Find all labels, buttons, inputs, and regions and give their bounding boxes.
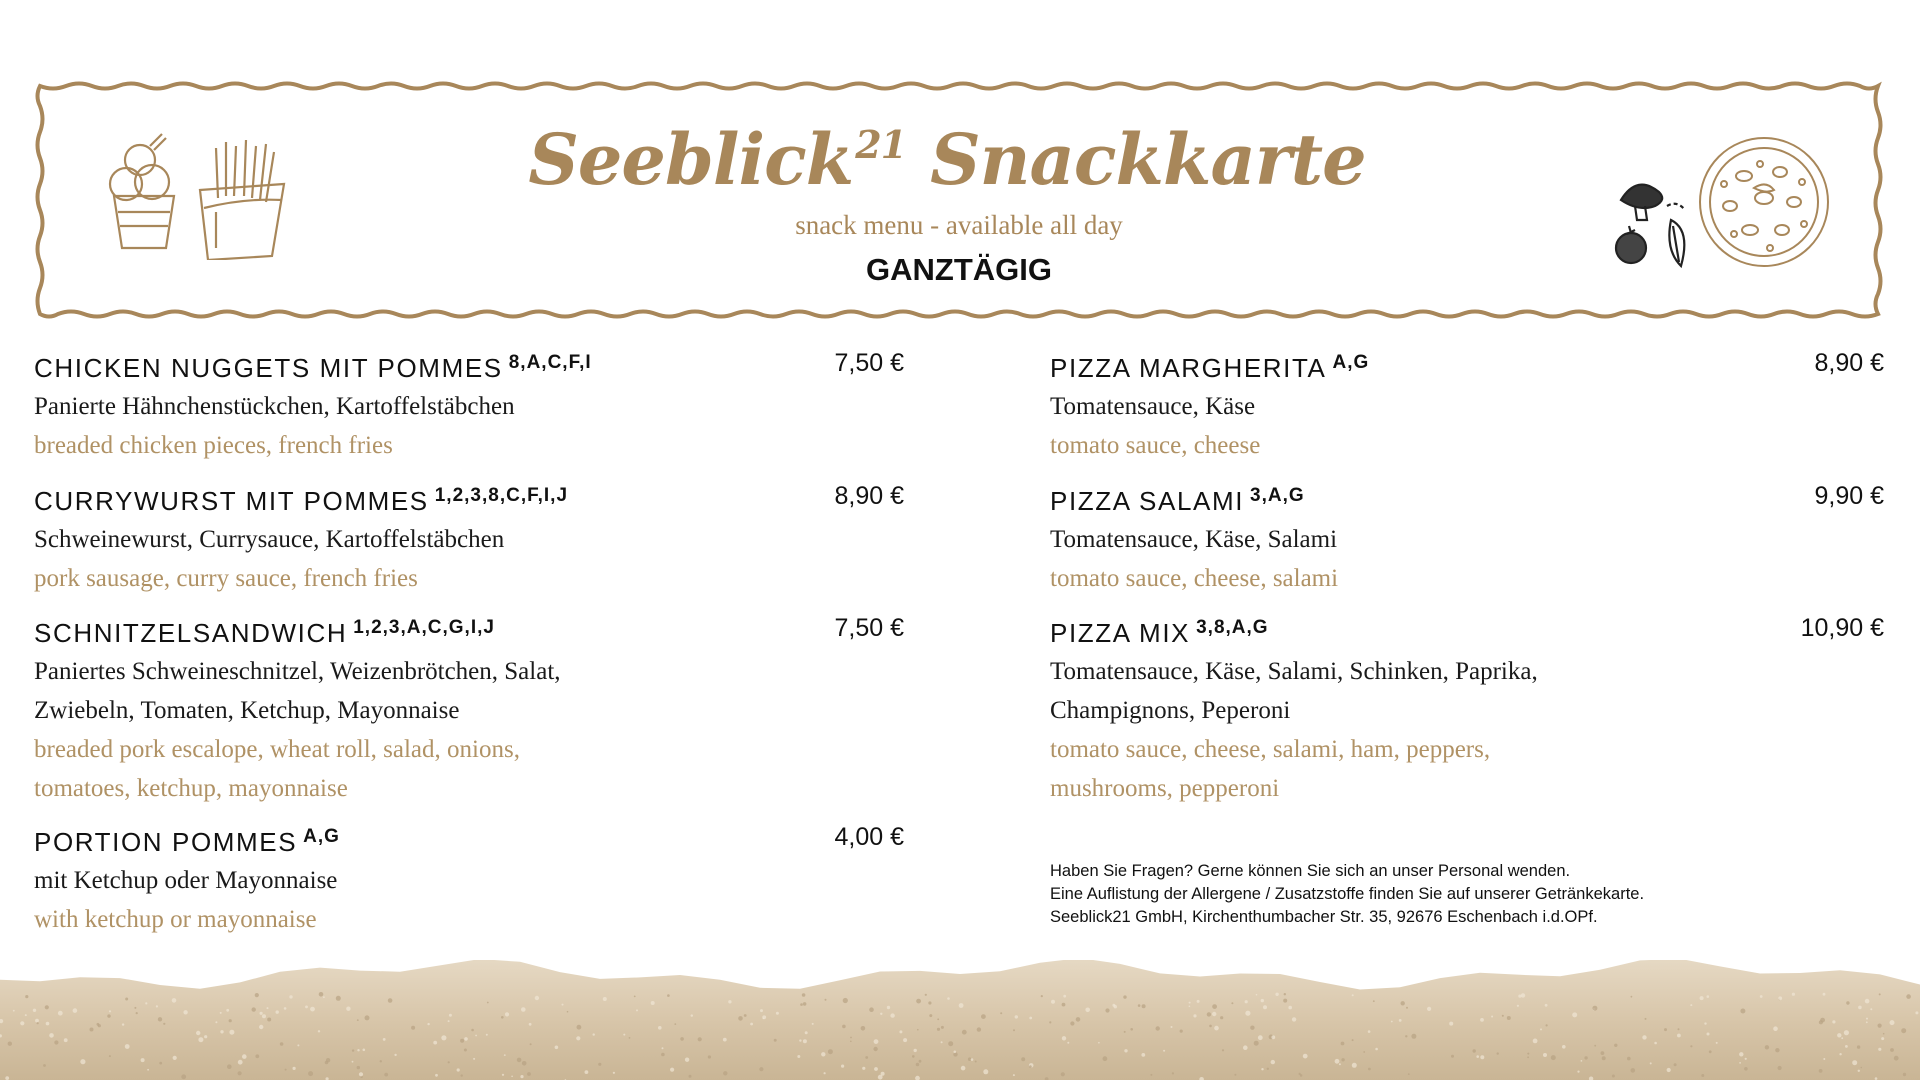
item-price: 4,00 € xyxy=(834,823,904,851)
item-description-de: Paniertes Schweineschnitzel, Weizenbrötchen, Salat, xyxy=(34,658,561,685)
menu-item xyxy=(34,478,934,598)
allergen-codes: 8,A,C,F,I xyxy=(508,352,592,373)
item-description-en: breaded pork escalope, wheat roll, salad, onions, xyxy=(34,736,520,763)
menu-item xyxy=(1050,610,1885,808)
title-menu-word: Snackkarte xyxy=(930,118,1366,201)
allergen-codes: A,G xyxy=(303,826,340,847)
item-price: 7,50 € xyxy=(834,614,904,642)
info-note xyxy=(1050,860,1644,929)
page-subtitle: snack menu - available all day xyxy=(795,210,1123,240)
item-name: SCHNITZELSANDWICH $^{1,2,3,A,C,G,I,J}$ xyxy=(34,617,495,648)
item-description-de: Tomatensauce, Käse xyxy=(1050,393,1256,420)
item-name: CHICKEN NUGGETS MIT POMMES $^{8,A,C,F,I}$ xyxy=(34,352,592,383)
item-description-en: pork sausage, curry sauce, french fries xyxy=(34,565,418,592)
item-price: 9,90 € xyxy=(1814,482,1884,510)
item-description-de: Tomatensauce, Käse, Salami, Schinken, Paprika, xyxy=(1050,658,1538,685)
item-description-de: Schweinewurst, Currysauce, Kartoffelstäbchen xyxy=(34,526,505,553)
header-banner xyxy=(34,80,1884,320)
allergen-codes: 1,2,3,8,C,F,I,J xyxy=(434,485,569,506)
menu-item xyxy=(34,819,934,939)
menu-item xyxy=(1050,478,1885,598)
info-note-line: Seeblick21 GmbH, Kirchenthumbacher Str. 35, 92676 Eschenbach i.d.OPf. xyxy=(1050,908,1598,926)
item-price: 8,90 € xyxy=(1814,349,1884,377)
item-price: 7,50 € xyxy=(834,349,904,377)
menu-item xyxy=(34,345,934,465)
item-price: 8,90 € xyxy=(834,482,904,510)
item-description-en: tomato sauce, cheese, salami xyxy=(1050,565,1339,592)
info-note-line: Haben Sie Fragen? Gerne können Sie sich an unser Personal wenden. xyxy=(1050,862,1571,880)
item-name: CURRYWURST MIT POMMES $^{1,2,3,8,C,F,I,J}$ xyxy=(34,485,569,516)
sand-strip xyxy=(0,960,1920,1080)
item-name: PIZZA MARGHERITA $^{A,G}$ xyxy=(1050,352,1370,383)
allergen-codes: A,G xyxy=(1332,352,1370,373)
title-brand: Seeblick$^{21}$ xyxy=(528,118,907,201)
allergen-codes: 3,8,A,G xyxy=(1196,617,1269,638)
item-description-de: mit Ketchup oder Mayonnaise xyxy=(34,867,338,894)
item-description-en: breaded chicken pieces, french fries xyxy=(34,432,393,459)
item-description-de: Champignons, Peperoni xyxy=(1050,697,1291,724)
item-description-en: tomatoes, ketchup, mayonnaise xyxy=(34,775,348,802)
item-description-en: tomato sauce, cheese xyxy=(1050,432,1261,459)
all-day-label: GANZTÄGIG xyxy=(866,252,1052,287)
item-name: PIZZA SALAMI $^{3,A,G}$ xyxy=(1050,485,1305,516)
page-title xyxy=(34,118,1884,201)
item-description-en: tomato sauce, cheese, salami, ham, peppers, xyxy=(1050,736,1491,763)
allergen-codes: 3,A,G xyxy=(1250,485,1305,506)
item-description-en: mushrooms, pepperoni xyxy=(1050,775,1280,802)
info-note-line: Eine Auflistung der Allergene / Zusatzstoffe finden Sie auf unserer Getränkekarte. xyxy=(1050,885,1645,903)
menu-item xyxy=(1050,345,1885,465)
item-price: 10,90 € xyxy=(1800,614,1884,642)
item-name: PORTION POMMES $^{A,G}$ xyxy=(34,826,340,857)
item-description-de: Zwiebeln, Tomaten, Ketchup, Mayonnaise xyxy=(34,697,460,724)
item-description-de: Panierte Hähnchenstückchen, Kartoffelstäbchen xyxy=(34,393,515,420)
item-description-de: Tomatensauce, Käse, Salami xyxy=(1050,526,1338,553)
menu-item xyxy=(34,610,934,808)
item-name: PIZZA MIX $^{3,8,A,G}$ xyxy=(1050,617,1269,648)
item-description-en: with ketchup or mayonnaise xyxy=(34,906,317,933)
allergen-codes: 1,2,3,A,C,G,I,J xyxy=(353,617,495,638)
pizza-icon xyxy=(1694,132,1834,272)
